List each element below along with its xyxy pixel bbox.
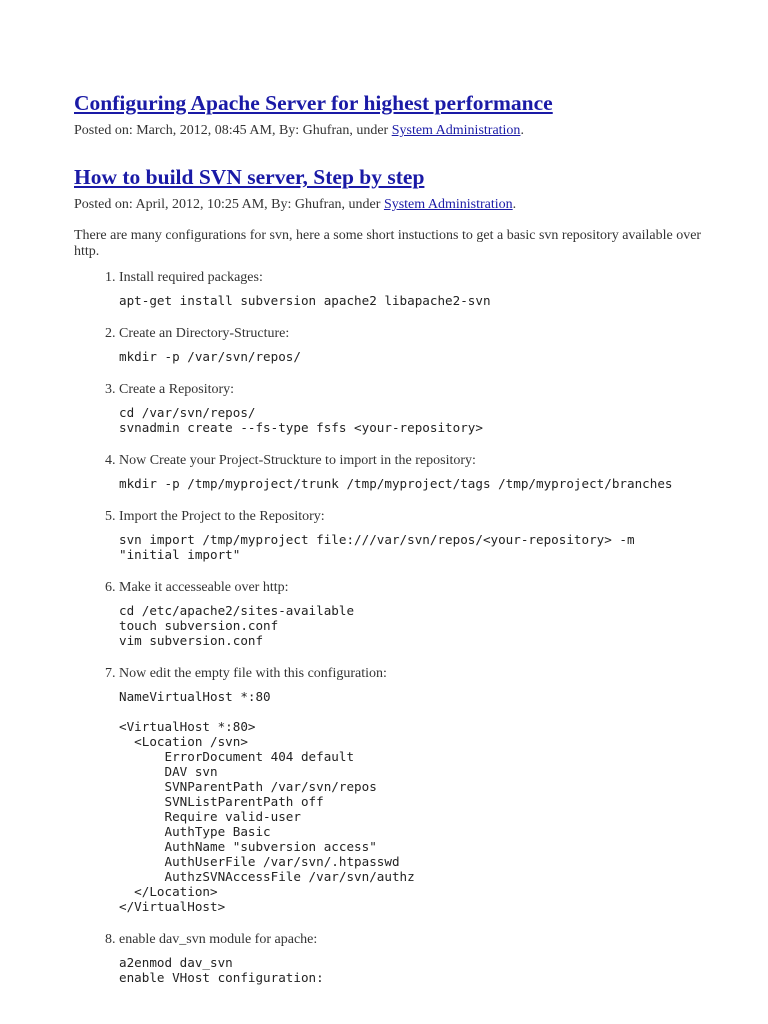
category-link[interactable]: System Administration <box>383 197 513 212</box>
step-text: 1. Install required packages: <box>119 270 263 285</box>
step-item <box>119 509 714 562</box>
step-text: 4. Now Create your Project-Struckture to import in the repository: <box>119 453 476 468</box>
post-title-link[interactable]: How to build SVN server, Step by step <box>74 165 425 189</box>
step-item <box>119 453 714 491</box>
post-intro: There are many configurations for svn, here a some short instuctions to get a basic svn repository available over http. <box>74 228 702 259</box>
step-item <box>119 580 714 648</box>
post-meta-suffix: . <box>520 123 524 138</box>
step-item <box>119 270 714 308</box>
step-text: 3. Create a Repository: <box>119 382 235 397</box>
post-meta-text: Posted on: April, 2012, 10:25 AM, By: Ghufran, under <box>74 197 384 212</box>
step-text: 7. Now edit the empty file with this configuration: <box>119 666 387 681</box>
post-apache-performance <box>74 88 714 140</box>
category-link[interactable]: System Administration <box>391 123 521 138</box>
post-meta-suffix: . <box>512 197 517 212</box>
steps-list <box>74 270 714 985</box>
post-title-link[interactable]: Configuring Apache Server for highest performance <box>74 91 553 115</box>
post-meta <box>74 122 714 140</box>
post-meta-text: Posted on: March, 2012, 08:45 AM, By: Ghufran, under <box>74 123 392 138</box>
step-text: 6. Make it accesseable over http: <box>119 580 289 595</box>
code-block: mkdir -p /tmp/myproject/trunk /tmp/myproject/tags /tmp/myproject/branches <box>119 476 673 491</box>
post-svn-server <box>74 162 714 985</box>
code-block: cd /var/svn/repos/ svnadmin create --fs-type fsfs <your-repository> <box>119 405 483 435</box>
code-block: NameVirtualHost *:80 <VirtualHost *:80> <Location /svn> ErrorDocument 404 default DAV svn SVNParentPath /var/svn/repos SVNListParentPath off Require valid-user AuthType Basic AuthName "subversion access" AuthUserFile /var/svn/.htpasswd AuthzSVNAccessFile /var/svn/authz </Location> </VirtualHost> <box>119 689 415 914</box>
post-meta <box>74 196 714 214</box>
code-block: apt-get install subversion apache2 libapache2-svn <box>119 293 491 308</box>
step-text: 2. Create an Directory-Structure: <box>119 326 290 341</box>
code-block: mkdir -p /var/svn/repos/ <box>119 349 301 364</box>
code-block: svn import /tmp/myproject file:///var/svn/repos/<your-repository> -m "initial import" <box>119 532 635 562</box>
step-item <box>119 932 714 985</box>
post-title <box>74 162 714 192</box>
step-item <box>119 382 714 435</box>
code-block: cd /etc/apache2/sites-available touch subversion.conf vim subversion.conf <box>119 603 355 648</box>
page-content <box>74 88 714 1003</box>
step-text: 5. Import the Project to the Repository: <box>119 509 325 524</box>
step-item <box>119 666 714 914</box>
step-text: 8. enable dav_svn module for apache: <box>119 932 318 947</box>
step-item <box>119 326 714 364</box>
post-title <box>74 88 714 118</box>
code-block: a2enmod dav_svn enable VHost configuration: <box>119 955 324 985</box>
